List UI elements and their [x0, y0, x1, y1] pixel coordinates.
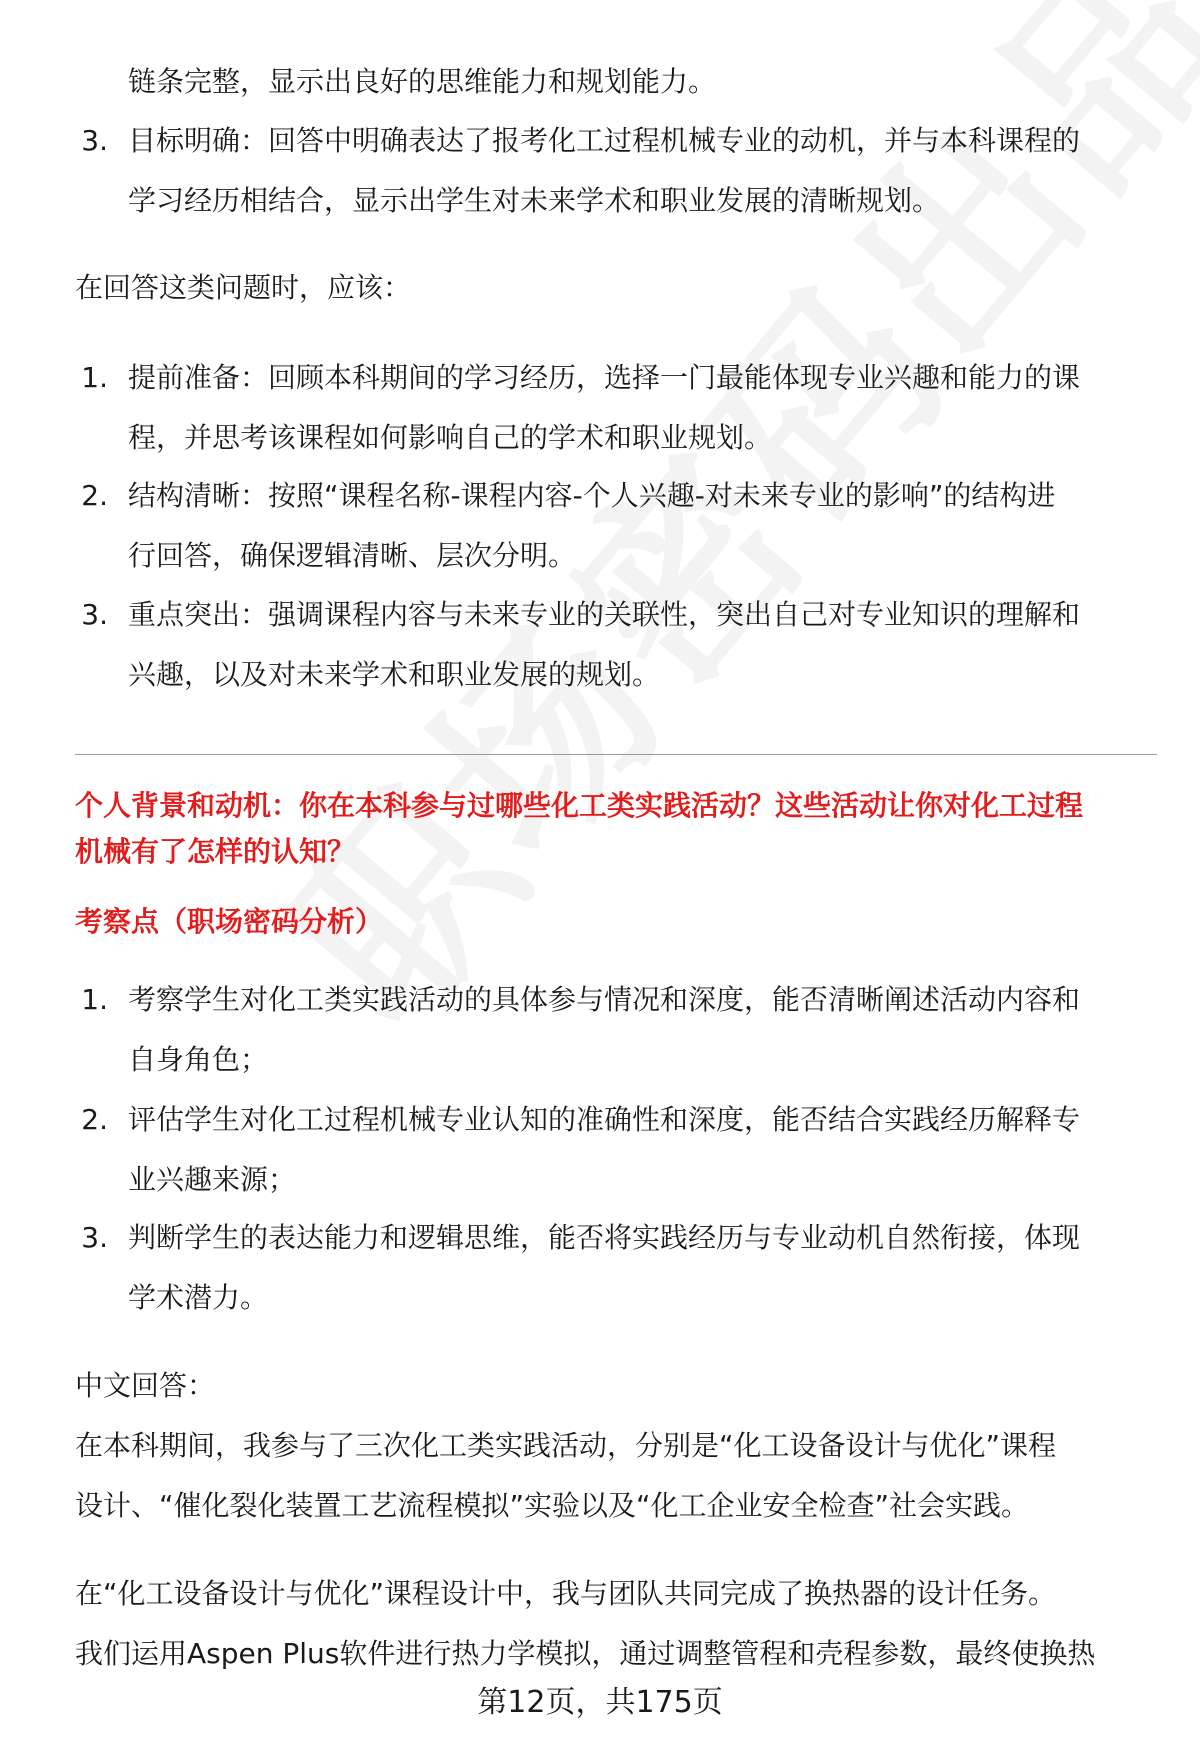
list-item-text: 判断学生的表达能力和逻辑思维，能否将实践经历与专业动机自然衔接，体现 — [128, 1221, 1081, 1254]
page-footer: 第12页，共175页 — [477, 1685, 723, 1720]
list-item-text: 业兴趣来源； — [128, 1163, 297, 1196]
list-item-text: 程，并思考该课程如何影响自己的学术和职业规划。 — [128, 421, 773, 454]
list-item-continuation: 链条完整，显示出良好的思维能力和规划能力。 — [128, 65, 717, 98]
question-title: 个人背景和动机：你在本科参与过哪些化工类实践活动？这些活动让你对化工过程 — [75, 789, 1084, 822]
list-item-text: 学术潜力。 — [128, 1281, 269, 1314]
list-item-text: 考察学生对化工类实践活动的具体参与情况和深度，能否清晰阐述活动内容和 — [128, 983, 1081, 1016]
list-item-text: 学习经历相结合，显示出学生对未来学术和职业发展的清晰规划。 — [128, 184, 941, 217]
answer-paragraph: 我们运用Aspen Plus软件进行热力学模拟，通过调整管程和壳程参数，最终使换热 — [75, 1637, 1096, 1670]
list-number: 2. — [81, 479, 108, 512]
answer-paragraph: 在本科期间，我参与了三次化工类实践活动，分别是“化工设备设计与优化”课程 — [75, 1429, 1057, 1462]
exam-points-heading: 考察点（职场密码分析） — [75, 905, 384, 938]
list-number: 2. — [81, 1103, 108, 1136]
answer-paragraph: 在“化工设备设计与优化”课程设计中，我与团队共同完成了换热器的设计任务。 — [75, 1577, 1057, 1610]
list-item-text: 行回答，确保逻辑清晰、层次分明。 — [128, 539, 577, 572]
answer-label: 中文回答： — [75, 1369, 216, 1402]
list-item-text: 重点突出：强调课程内容与未来专业的关联性，突出自己对专业知识的理解和 — [128, 598, 1081, 631]
advice-heading: 在回答这类问题时，应该： — [75, 271, 412, 304]
answer-paragraph: 设计、“催化裂化装置工艺流程模拟”实验以及“化工企业安全检查”社会实践。 — [75, 1489, 1030, 1522]
list-item-text: 自身角色； — [128, 1043, 269, 1076]
list-item-text: 兴趣，以及对未来学术和职业发展的规划。 — [128, 658, 661, 691]
list-number: 3. — [81, 124, 108, 157]
list-number: 3. — [81, 598, 108, 631]
list-item-text: 结构清晰：按照“课程名称-课程内容-个人兴趣-对未来专业的影响”的结构进 — [128, 479, 1056, 512]
list-item-text: 目标明确：回答中明确表达了报考化工过程机械专业的动机，并与本科课程的 — [128, 124, 1081, 157]
list-item-text: 评估学生对化工过程机械专业认知的准确性和深度，能否结合实践经历解释专 — [128, 1103, 1081, 1136]
list-number: 3. — [81, 1221, 108, 1254]
section-divider — [75, 754, 1157, 755]
list-item-text: 提前准备：回顾本科期间的学习经历，选择一门最能体现专业兴趣和能力的课 — [128, 361, 1081, 394]
list-number: 1. — [81, 361, 108, 394]
list-number: 1. — [81, 983, 108, 1016]
question-title-cont: 机械有了怎样的认知？ — [75, 835, 356, 868]
